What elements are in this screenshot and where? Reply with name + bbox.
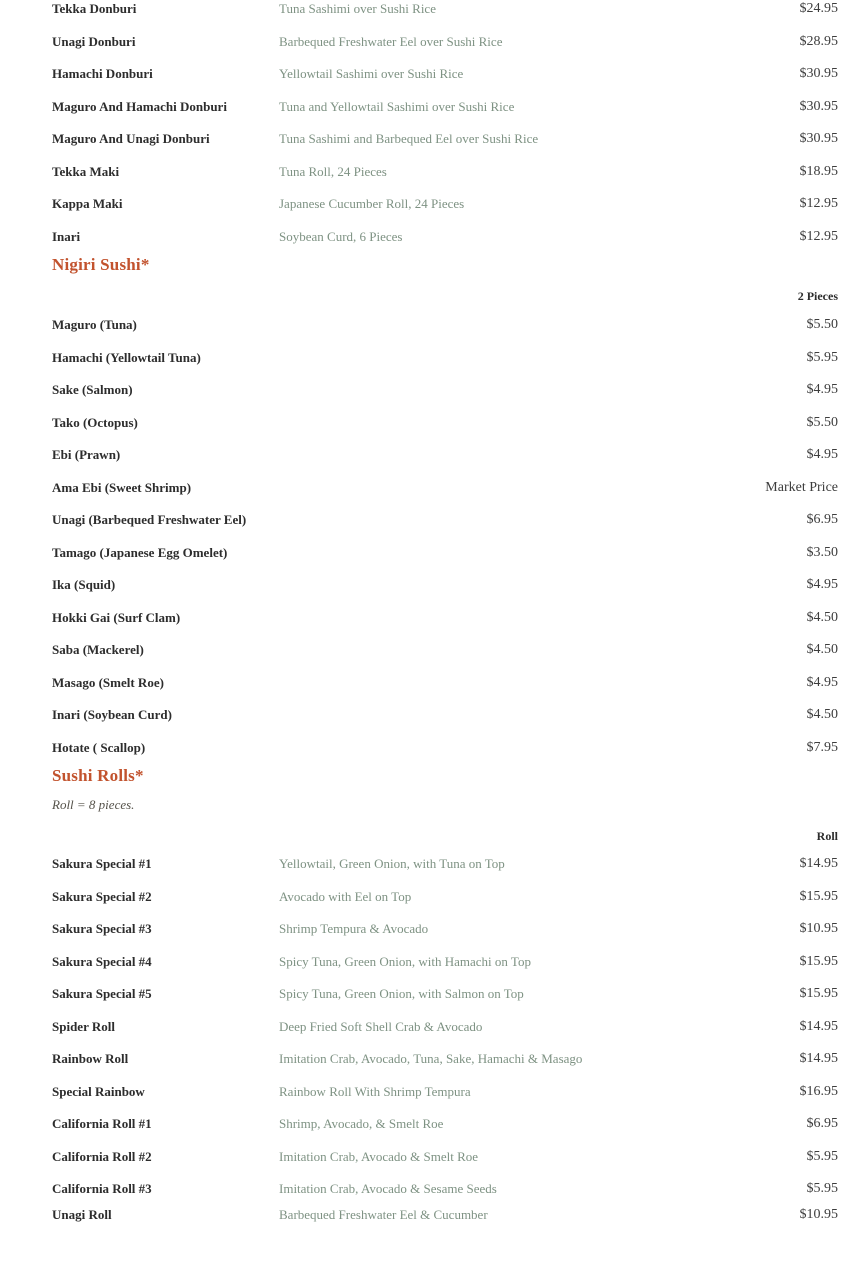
item-price: $15.95 bbox=[799, 953, 838, 969]
item-name: Sakura Special #1 bbox=[52, 856, 152, 872]
item-name: Tako (Octopus) bbox=[52, 414, 138, 430]
item-price: $7.95 bbox=[806, 739, 838, 755]
menu-item-row bbox=[52, 1076, 838, 1109]
menu-item-row bbox=[52, 504, 838, 537]
item-price: $18.95 bbox=[799, 163, 838, 179]
item-description: Barbequed Freshwater Eel over Sushi Rice bbox=[279, 33, 503, 49]
menu-item-row bbox=[52, 221, 838, 254]
menu-item-row bbox=[52, 58, 838, 91]
item-description: Barbequed Freshwater Eel & Cucumber bbox=[279, 1206, 488, 1222]
item-description: Imitation Crab, Avocado & Smelt Roe bbox=[279, 1148, 479, 1164]
menu-item-row bbox=[52, 472, 838, 505]
item-name: Unagi (Barbequed Freshwater Eel) bbox=[52, 512, 247, 528]
item-name: Sakura Special #2 bbox=[52, 888, 152, 904]
item-price: $30.95 bbox=[799, 131, 838, 147]
item-price: $10.95 bbox=[799, 1206, 838, 1222]
item-name: Inari (Soybean Curd) bbox=[52, 707, 172, 723]
item-description: Soybean Curd, 6 Pieces bbox=[279, 228, 403, 244]
menu-item-row bbox=[52, 407, 838, 440]
item-name: Unagi Roll bbox=[52, 1206, 112, 1222]
item-price: $12.95 bbox=[799, 196, 838, 212]
item-name: California Roll #1 bbox=[52, 1116, 152, 1132]
item-price: $4.95 bbox=[806, 577, 838, 593]
item-name: Tamago (Japanese Egg Omelet) bbox=[52, 544, 228, 560]
item-name: Sakura Special #5 bbox=[52, 986, 152, 1002]
menu-item-list bbox=[52, 309, 838, 764]
item-price: $6.95 bbox=[806, 512, 838, 528]
item-price: $30.95 bbox=[799, 98, 838, 114]
item-name: Maguro And Unagi Donburi bbox=[52, 131, 210, 147]
item-name: Ebi (Prawn) bbox=[52, 447, 121, 463]
item-description: Spicy Tuna, Green Onion, with Salmon on Top bbox=[279, 986, 524, 1002]
item-price: $14.95 bbox=[799, 856, 838, 872]
item-name: Maguro (Tuna) bbox=[52, 317, 137, 333]
item-price: $5.95 bbox=[806, 1181, 838, 1197]
item-name: Inari bbox=[52, 228, 81, 244]
item-price: $3.50 bbox=[806, 544, 838, 560]
menu-item-row bbox=[52, 123, 838, 156]
item-price: $4.95 bbox=[806, 382, 838, 398]
item-description: Imitation Crab, Avocado, Tuna, Sake, Hamachi & Masago bbox=[279, 1051, 583, 1067]
unit-label-sushi-rolls: Roll bbox=[816, 829, 838, 843]
section-heading-sushi-rolls: Sushi Rolls* bbox=[52, 766, 144, 785]
item-name: Spider Roll bbox=[52, 1018, 115, 1034]
item-price: $14.95 bbox=[799, 1051, 838, 1067]
item-price: $4.50 bbox=[806, 707, 838, 723]
menu-item-row bbox=[52, 91, 838, 124]
item-price: $15.95 bbox=[799, 888, 838, 904]
menu-sections bbox=[52, 0, 838, 1231]
menu-item-row bbox=[52, 946, 838, 979]
unit-label-nigiri-sushi: 2 Pieces bbox=[797, 289, 838, 303]
item-description: Rainbow Roll With Shrimp Tempura bbox=[279, 1083, 471, 1099]
item-description: Tuna Sashimi over Sushi Rice bbox=[279, 1, 436, 17]
menu-item-row bbox=[52, 1108, 838, 1141]
menu-item-row bbox=[52, 439, 838, 472]
item-price: $4.50 bbox=[806, 609, 838, 625]
item-name: Hamachi Donburi bbox=[52, 66, 153, 82]
item-description: Yellowtail Sashimi over Sushi Rice bbox=[279, 66, 464, 82]
item-price: $30.95 bbox=[799, 66, 838, 82]
item-name: California Roll #2 bbox=[52, 1148, 152, 1164]
item-name: Masago (Smelt Roe) bbox=[52, 674, 164, 690]
item-price: $5.50 bbox=[806, 317, 838, 333]
menu-item-list bbox=[52, 848, 838, 1231]
menu-item-row bbox=[52, 667, 838, 700]
item-description: Imitation Crab, Avocado & Sesame Seeds bbox=[279, 1181, 497, 1197]
menu-item-row bbox=[52, 978, 838, 1011]
item-price: $4.95 bbox=[806, 674, 838, 690]
bottom-fade-overlay bbox=[0, 1250, 865, 1268]
item-name: Ika (Squid) bbox=[52, 577, 116, 593]
menu-item-row bbox=[52, 1043, 838, 1076]
menu-item-row bbox=[52, 1141, 838, 1174]
item-name: Maguro And Hamachi Donburi bbox=[52, 98, 227, 114]
menu-item-row bbox=[52, 913, 838, 946]
item-name: Tekka Donburi bbox=[52, 1, 137, 17]
section-note: Roll = 8 pieces. bbox=[52, 797, 135, 812]
item-description: Shrimp, Avocado, & Smelt Roe bbox=[279, 1116, 444, 1132]
item-name: Ama Ebi (Sweet Shrimp) bbox=[52, 479, 192, 495]
item-name: Special Rainbow bbox=[52, 1083, 145, 1099]
item-name: Sakura Special #3 bbox=[52, 921, 152, 937]
menu-item-row bbox=[52, 881, 838, 914]
item-name: Sakura Special #4 bbox=[52, 953, 152, 969]
item-name: Rainbow Roll bbox=[52, 1051, 129, 1067]
menu-item-row bbox=[52, 309, 838, 342]
item-name: California Roll #3 bbox=[52, 1181, 152, 1197]
item-price: $14.95 bbox=[799, 1018, 838, 1034]
item-description: Tuna Sashimi and Barbequed Eel over Sushi Rice bbox=[279, 131, 539, 147]
item-price: $5.95 bbox=[806, 1148, 838, 1164]
menu-item-row bbox=[52, 374, 838, 407]
item-price: $16.95 bbox=[799, 1083, 838, 1099]
item-price: $12.95 bbox=[799, 228, 838, 244]
menu-item-row bbox=[52, 188, 838, 221]
item-price: Market Price bbox=[765, 479, 838, 495]
item-description: Avocado with Eel on Top bbox=[279, 888, 412, 904]
menu-item-row bbox=[52, 602, 838, 635]
item-description: Shrimp Tempura & Avocado bbox=[279, 921, 429, 937]
item-price: $4.95 bbox=[806, 447, 838, 463]
item-price: $15.95 bbox=[799, 986, 838, 1002]
item-description: Spicy Tuna, Green Onion, with Hamachi on Top bbox=[279, 953, 531, 969]
item-description: Tuna Roll, 24 Pieces bbox=[279, 163, 387, 179]
item-name: Saba (Mackerel) bbox=[52, 642, 144, 658]
menu-item-row bbox=[52, 1011, 838, 1044]
item-description: Japanese Cucumber Roll, 24 Pieces bbox=[279, 196, 465, 212]
menu-section-nigiri-sushi bbox=[52, 253, 838, 764]
menu-item-row bbox=[52, 569, 838, 602]
item-price: $5.50 bbox=[806, 414, 838, 430]
item-name: Unagi Donburi bbox=[52, 33, 136, 49]
item-price: $4.50 bbox=[806, 642, 838, 658]
menu-section-sushi-rolls bbox=[52, 764, 838, 1231]
menu-item-row bbox=[52, 634, 838, 667]
item-name: Hokki Gai (Surf Clam) bbox=[52, 609, 181, 625]
item-description: Yellowtail, Green Onion, with Tuna on Top bbox=[279, 856, 505, 872]
menu-item-row bbox=[52, 699, 838, 732]
item-name: Hamachi (Yellowtail Tuna) bbox=[52, 349, 201, 365]
menu-item-row bbox=[52, 342, 838, 375]
menu-item-row bbox=[52, 537, 838, 570]
item-description: Deep Fried Soft Shell Crab & Avocado bbox=[279, 1018, 483, 1034]
menu-section-donburi-and-maki bbox=[52, 0, 838, 253]
item-name: Kappa Maki bbox=[52, 196, 123, 212]
section-heading-nigiri-sushi: Nigiri Sushi* bbox=[52, 255, 150, 274]
menu-item-row bbox=[52, 156, 838, 189]
menu-item-row bbox=[52, 26, 838, 59]
menu-item-row bbox=[52, 0, 838, 26]
item-description: Tuna and Yellowtail Sashimi over Sushi Rice bbox=[279, 98, 515, 114]
item-price: $28.95 bbox=[799, 33, 838, 49]
item-price: $10.95 bbox=[799, 921, 838, 937]
menu-item-list bbox=[52, 0, 838, 253]
item-price: $24.95 bbox=[799, 1, 838, 17]
item-name: Sake (Salmon) bbox=[52, 382, 133, 398]
menu-item-row bbox=[52, 848, 838, 881]
item-price: $5.95 bbox=[806, 349, 838, 365]
menu-item-row bbox=[52, 732, 838, 765]
item-name: Tekka Maki bbox=[52, 163, 120, 179]
item-name: Hotate ( Scallop) bbox=[52, 739, 146, 755]
menu-item-row bbox=[52, 1199, 838, 1232]
item-price: $6.95 bbox=[806, 1116, 838, 1132]
